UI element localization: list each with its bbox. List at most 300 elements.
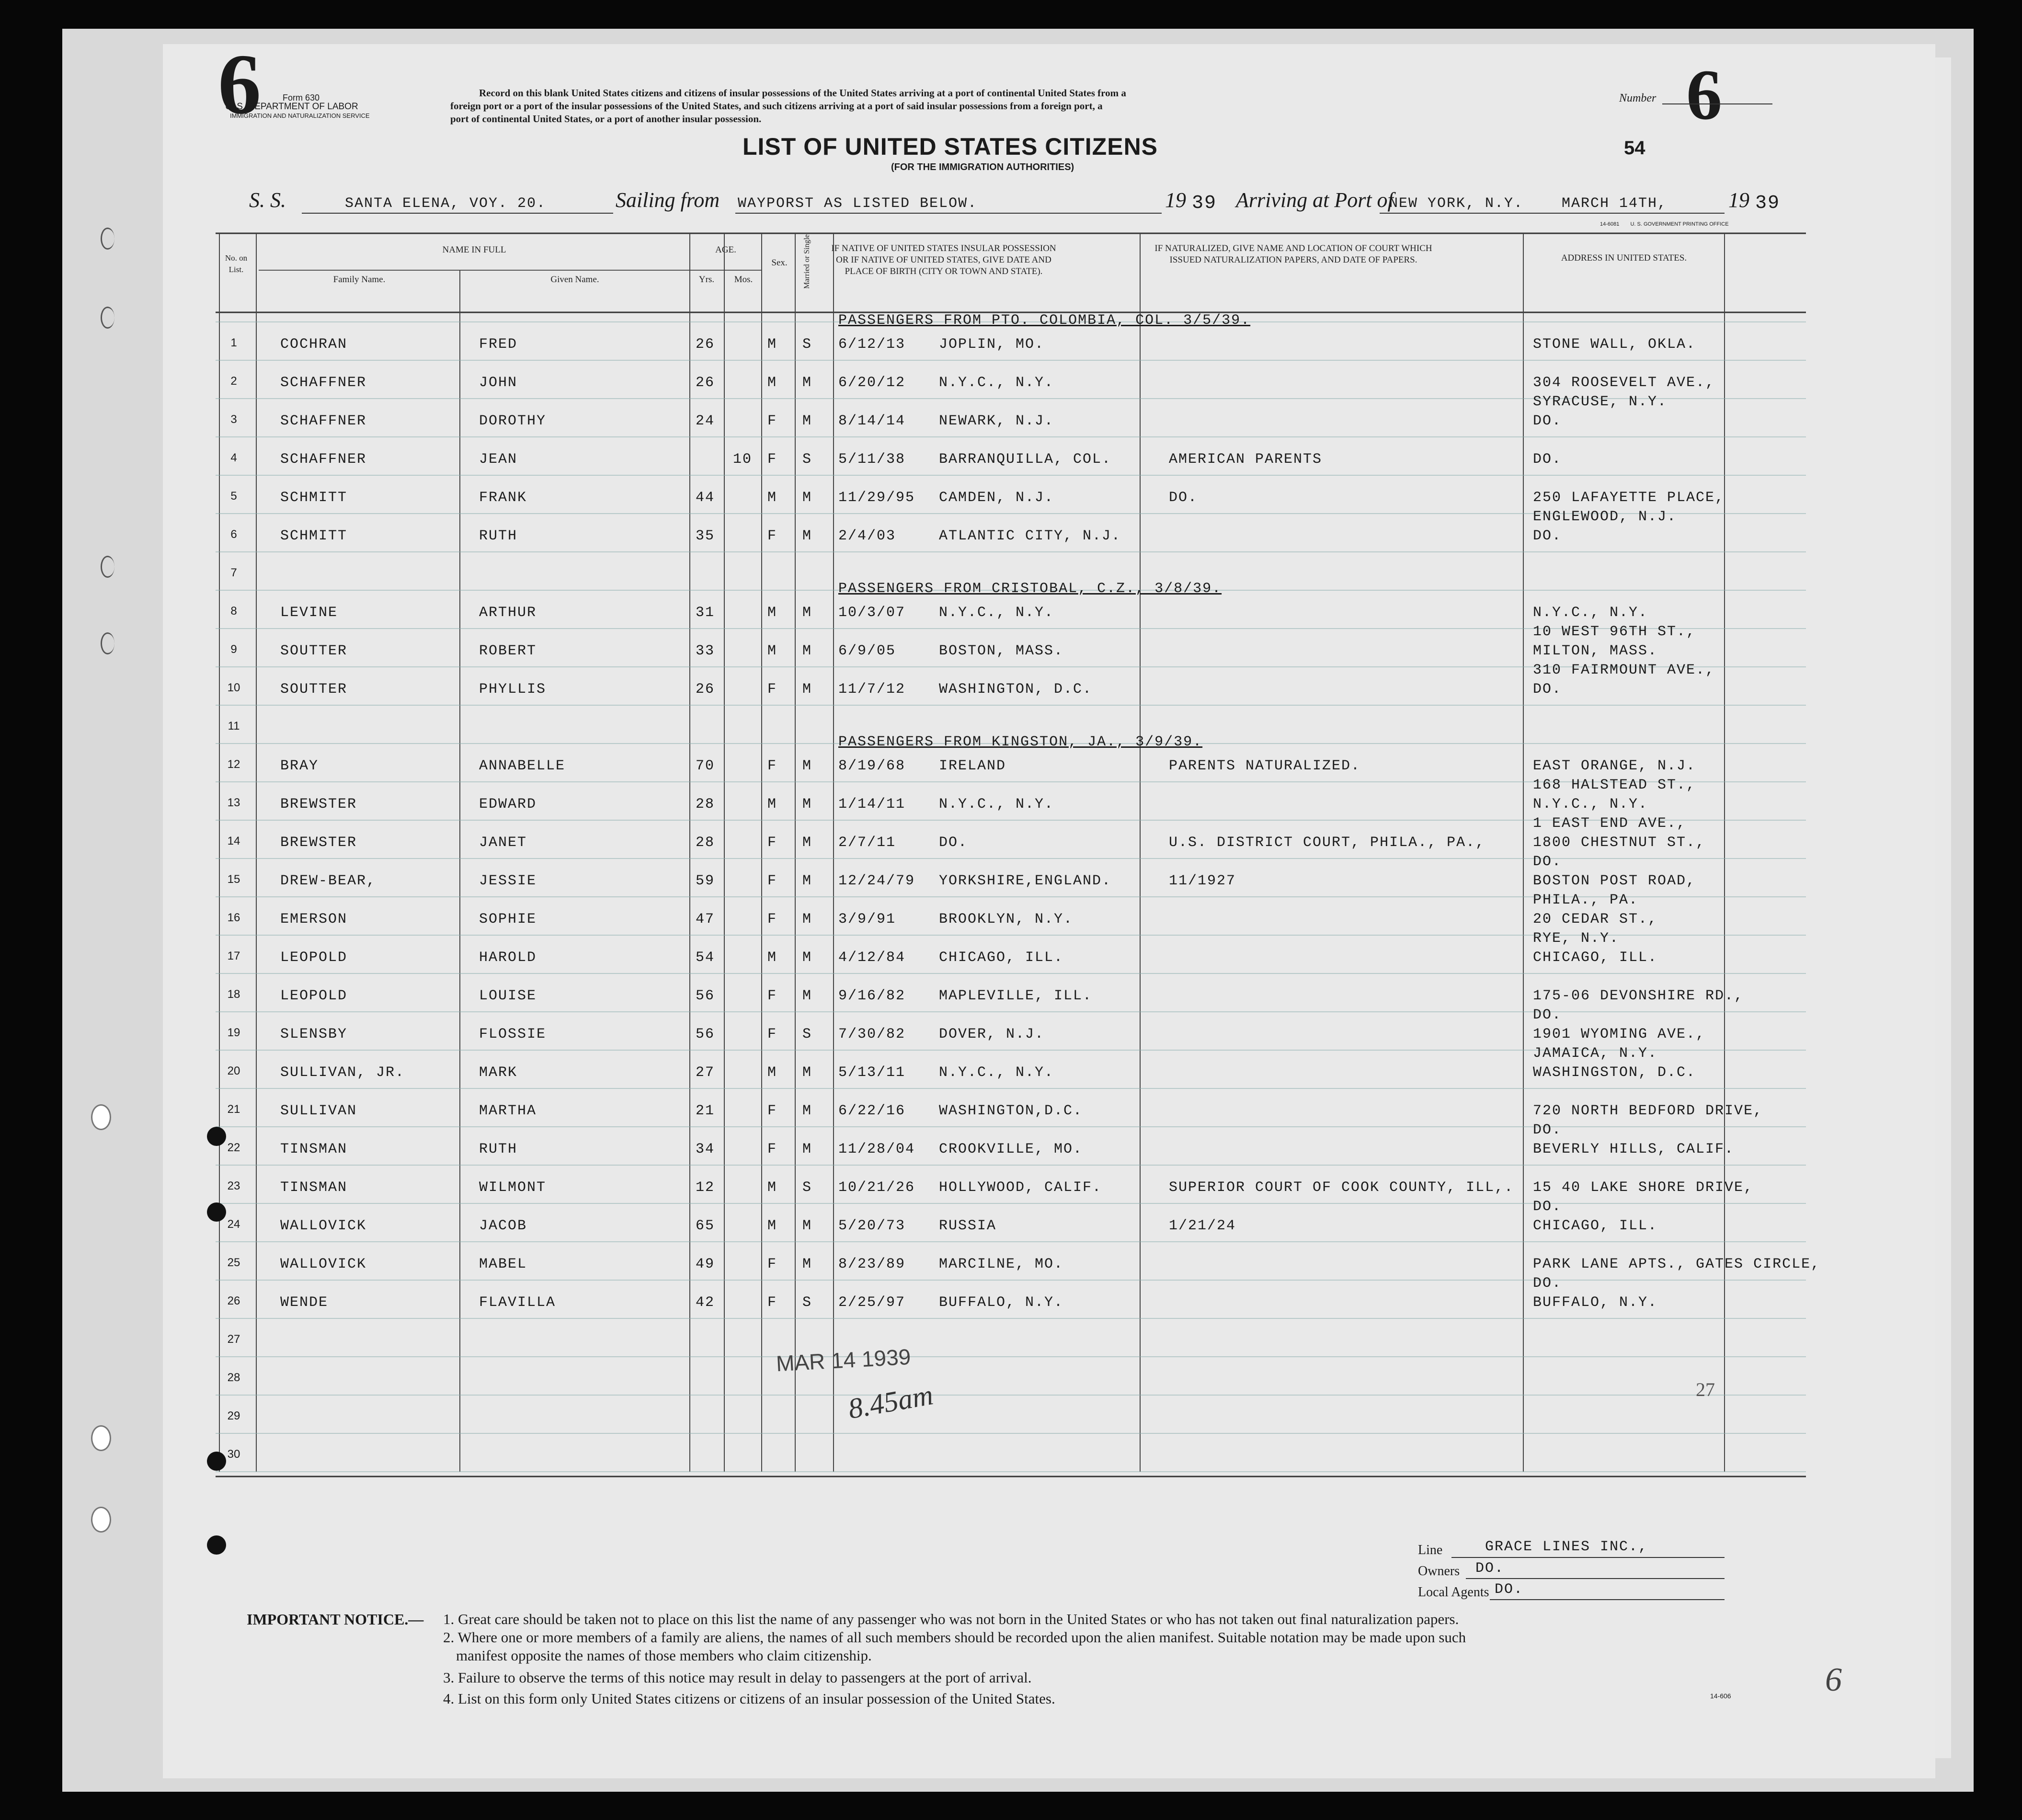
form-number: Form 630 bbox=[283, 93, 320, 103]
arriving-year: 39 bbox=[1755, 193, 1781, 214]
address-cell: DO. bbox=[1533, 528, 1562, 544]
family-name-cell: BREWSTER bbox=[280, 796, 357, 813]
section-heading: PASSENGERS FROM KINGSTON, JA., 3/9/39. bbox=[838, 734, 1203, 750]
printer-mark-office: U. S. GOVERNMENT PRINTING OFFICE bbox=[1630, 221, 1729, 227]
birth-date-cell: 5/13/11 bbox=[838, 1065, 906, 1081]
family-name-cell: SCHAFFNER bbox=[280, 413, 367, 429]
sex-cell: M bbox=[767, 605, 777, 621]
sex-cell: F bbox=[767, 1256, 777, 1272]
punch-mark-3 bbox=[207, 1452, 226, 1471]
given-name-cell: MABEL bbox=[479, 1256, 527, 1272]
given-name-cell: DOROTHY bbox=[479, 413, 547, 429]
col-no-header: No. on List. bbox=[225, 253, 248, 274]
address-cell: 1800 CHESTNUT ST., bbox=[1533, 835, 1706, 851]
birth-date-cell: 5/11/38 bbox=[838, 451, 906, 468]
age-years-cell: 70 bbox=[696, 758, 715, 774]
col-birth-header: IF NATIVE OF UNITED STATES INSULAR POSSESSION OR IF NATIVE OF UNITED STATES, GIVE DATE AND PLACE OF BIRTH (CITY OR TOWN AND STATE). bbox=[831, 243, 1056, 276]
margin-note: 27 bbox=[1696, 1379, 1715, 1400]
birth-date-cell: 10/21/26 bbox=[838, 1179, 915, 1196]
binder-hole-5 bbox=[91, 1104, 111, 1130]
family-name-cell: WALLOVICK bbox=[280, 1218, 367, 1234]
age-years-cell: 27 bbox=[696, 1065, 715, 1081]
birth-date-cell: 6/9/05 bbox=[838, 643, 896, 659]
naturalization-cell: 1/21/24 bbox=[1169, 1218, 1236, 1234]
given-name-cell: WILMONT bbox=[479, 1179, 547, 1196]
page-subtitle: (FOR THE IMMIGRATION AUTHORITIES) bbox=[891, 162, 1074, 172]
address-cell: N.Y.C., N.Y. bbox=[1533, 605, 1648, 621]
marital-status-cell: M bbox=[802, 605, 812, 621]
arrival-stamp-time: 8.45am bbox=[845, 1379, 936, 1425]
owners-label: Owners bbox=[1418, 1564, 1460, 1579]
age-years-cell: 31 bbox=[696, 605, 715, 621]
intro-line-2: foreign port or a port of the insular possessions of the United States, and such citizens arriving at a port of said insular possessions from a foreign port, a bbox=[450, 100, 1103, 112]
birth-place-cell: RUSSIA bbox=[939, 1218, 997, 1234]
address-cell: EAST ORANGE, N.J. bbox=[1533, 758, 1696, 774]
address-continuation-cell: DO. bbox=[1533, 1122, 1562, 1138]
row-number: 6 bbox=[230, 528, 237, 541]
service-label: IMMIGRATION AND NATURALIZATION SERVICE bbox=[230, 112, 370, 119]
row-number: 12 bbox=[227, 758, 240, 771]
marital-status-cell: M bbox=[802, 1103, 812, 1119]
owners-underline bbox=[1466, 1578, 1725, 1579]
address-cell: 720 NORTH BEDFORD DRIVE, bbox=[1533, 1103, 1763, 1119]
age-years-cell: 26 bbox=[696, 336, 715, 353]
age-years-cell: 65 bbox=[696, 1218, 715, 1234]
corner-number: 6 bbox=[218, 36, 261, 132]
marital-status-cell: M bbox=[802, 988, 812, 1004]
birth-place-cell: IRELAND bbox=[939, 758, 1006, 774]
family-name-cell: TINSMAN bbox=[280, 1179, 348, 1196]
birth-place-cell: NEWARK, N.J. bbox=[939, 413, 1054, 429]
marital-status-cell: M bbox=[802, 835, 812, 851]
sex-cell: F bbox=[767, 681, 777, 698]
address-continuation-cell: SYRACUSE, N.Y. bbox=[1533, 394, 1668, 410]
punch-mark-2 bbox=[207, 1202, 226, 1222]
sailing-label: Sailing from bbox=[616, 188, 720, 212]
row-number: 17 bbox=[227, 950, 240, 962]
notice-title: IMPORTANT NOTICE.— bbox=[247, 1611, 424, 1628]
birth-date-cell: 6/22/16 bbox=[838, 1103, 906, 1119]
address-cell: 250 LAFAYETTE PLACE, bbox=[1533, 490, 1725, 506]
col-married-header: Married or Single. bbox=[803, 232, 811, 289]
birth-place-cell: CHICAGO, ILL. bbox=[939, 950, 1064, 966]
birth-date-cell: 2/25/97 bbox=[838, 1294, 906, 1311]
family-name-cell: LEOPOLD bbox=[280, 950, 348, 966]
birth-place-cell: BUFFALO, N.Y. bbox=[939, 1294, 1064, 1311]
birth-date-cell: 6/20/12 bbox=[838, 375, 906, 391]
sex-cell: M bbox=[767, 950, 777, 966]
marital-status-cell: M bbox=[802, 950, 812, 966]
sex-cell: M bbox=[767, 490, 777, 506]
address-cell: BUFFALO, N.Y. bbox=[1533, 1294, 1658, 1311]
birth-place-cell: DO. bbox=[939, 835, 968, 851]
sex-cell: M bbox=[767, 796, 777, 813]
family-name-cell: SCHMITT bbox=[280, 490, 348, 506]
birth-place-cell: JOPLIN, MO. bbox=[939, 336, 1045, 353]
row-number: 11 bbox=[228, 720, 240, 733]
age-months-cell: 10 bbox=[733, 451, 753, 468]
birth-place-cell: N.Y.C., N.Y. bbox=[939, 796, 1054, 813]
row-number: 9 bbox=[230, 643, 237, 656]
birth-date-cell: 5/20/73 bbox=[838, 1218, 906, 1234]
row-number: 21 bbox=[227, 1103, 240, 1116]
birth-date-cell: 12/24/79 bbox=[838, 873, 915, 889]
row-number: 4 bbox=[230, 451, 237, 464]
family-name-cell: BREWSTER bbox=[280, 835, 357, 851]
arrival-stamp-date: MAR 14 1939 bbox=[775, 1344, 912, 1376]
arriving-label: Arriving at Port of bbox=[1236, 188, 1394, 212]
age-years-cell: 49 bbox=[696, 1256, 715, 1272]
col-family-header: Family Name. bbox=[333, 275, 386, 285]
row-number: 3 bbox=[230, 413, 237, 426]
sex-cell: F bbox=[767, 1103, 777, 1119]
binder-hole-4 bbox=[101, 632, 114, 654]
address-cell: N.Y.C., N.Y. bbox=[1533, 796, 1648, 813]
given-name-cell: MARK bbox=[479, 1065, 518, 1081]
naturalization-cell: U.S. DISTRICT COURT, PHILA., PA., bbox=[1169, 835, 1485, 851]
marital-status-cell: M bbox=[802, 758, 812, 774]
address-cell: DO. bbox=[1533, 681, 1562, 698]
family-name-cell: SCHAFFNER bbox=[280, 375, 367, 391]
age-years-cell: 24 bbox=[696, 413, 715, 429]
marital-status-cell: S bbox=[802, 1179, 812, 1196]
sex-cell: F bbox=[767, 988, 777, 1004]
address-continuation-cell: DO. bbox=[1533, 1275, 1562, 1292]
handwritten-page-number: 6 bbox=[1825, 1661, 1842, 1698]
col-sex-header: Sex. bbox=[771, 258, 788, 268]
naturalization-cell: PARENTS NATURALIZED. bbox=[1169, 758, 1361, 774]
row-number: 19 bbox=[227, 1026, 240, 1039]
family-name-cell: DREW-BEAR, bbox=[280, 873, 377, 889]
family-name-cell: EMERSON bbox=[280, 911, 348, 927]
sex-cell: F bbox=[767, 1026, 777, 1042]
marital-status-cell: M bbox=[802, 643, 812, 659]
marital-status-cell: M bbox=[802, 1141, 812, 1157]
given-name-cell: FLAVILLA bbox=[479, 1294, 556, 1311]
given-name-cell: LOUISE bbox=[479, 988, 537, 1004]
address-cell: WASHINGSTON, D.C. bbox=[1533, 1065, 1696, 1081]
punch-mark-4 bbox=[207, 1535, 226, 1555]
col-given-header: Given Name. bbox=[550, 275, 599, 285]
birth-date-cell: 3/9/91 bbox=[838, 911, 896, 927]
intro-line-1: Record on this blank United States citizens and citizens of insular possessions of the United States arriving at a port of continental United States from a bbox=[479, 87, 1126, 99]
number-value: 6 bbox=[1686, 55, 1722, 135]
line-value: GRACE LINES INC., bbox=[1485, 1539, 1648, 1555]
birth-date-cell: 2/7/11 bbox=[838, 835, 896, 851]
marital-status-cell: M bbox=[802, 681, 812, 698]
department-label: U. S. DEPARTMENT OF LABOR bbox=[225, 102, 358, 112]
page-title: LIST OF UNITED STATES CITIZENS bbox=[743, 133, 1158, 160]
address-continuation-cell: PHILA., PA. bbox=[1533, 892, 1639, 908]
given-name-cell: EDWARD bbox=[479, 796, 537, 813]
birth-place-cell: YORKSHIRE,ENGLAND. bbox=[939, 873, 1112, 889]
row-number: 15 bbox=[227, 873, 240, 886]
family-name-cell: LEVINE bbox=[280, 605, 338, 621]
sheet-page-number: 54 bbox=[1624, 137, 1645, 159]
address-cell: BOSTON POST ROAD, bbox=[1533, 873, 1696, 889]
family-name-cell: COCHRAN bbox=[280, 336, 348, 353]
birth-place-cell: CROOKVILLE, MO. bbox=[939, 1141, 1083, 1157]
family-name-cell: SULLIVAN, JR. bbox=[280, 1065, 405, 1081]
family-name-cell: SLENSBY bbox=[280, 1026, 348, 1042]
arriving-port: NEW YORK, N.Y. bbox=[1389, 195, 1524, 212]
address-cell: BEVERLY HILLS, CALIF. bbox=[1533, 1141, 1735, 1157]
birth-date-cell: 8/23/89 bbox=[838, 1256, 906, 1272]
intro-line-3: port of continental United States, or a port of another insular possession. bbox=[450, 113, 762, 125]
section-heading: PASSENGERS FROM PTO. COLOMBIA, COL. 3/5/39. bbox=[838, 312, 1251, 329]
given-name-cell: ANNABELLE bbox=[479, 758, 566, 774]
birth-date-cell: 8/14/14 bbox=[838, 413, 906, 429]
birth-place-cell: MARCILNE, MO. bbox=[939, 1256, 1064, 1272]
birth-date-cell: 9/16/82 bbox=[838, 988, 906, 1004]
binder-hole-2 bbox=[101, 307, 114, 329]
address-cell: 304 ROOSEVELT AVE., bbox=[1533, 375, 1715, 391]
row-number: 29 bbox=[227, 1409, 240, 1422]
row-number: 1 bbox=[230, 336, 237, 349]
printer-mark-code: 14-6081 bbox=[1600, 221, 1620, 227]
family-name-cell: WENDE bbox=[280, 1294, 329, 1311]
birth-date-cell: 11/7/12 bbox=[838, 681, 906, 698]
address-continuation-cell: RYE, N.Y. bbox=[1533, 930, 1620, 947]
birth-date-cell: 10/3/07 bbox=[838, 605, 906, 621]
address-cell: CHICAGO, ILL. bbox=[1533, 950, 1658, 966]
row-number: 24 bbox=[227, 1218, 240, 1231]
sex-cell: M bbox=[767, 1179, 777, 1196]
given-name-cell: JACOB bbox=[479, 1218, 527, 1234]
marital-status-cell: S bbox=[802, 336, 812, 353]
marital-status-cell: M bbox=[802, 796, 812, 813]
row-number: 7 bbox=[230, 566, 237, 579]
age-years-cell: 54 bbox=[696, 950, 715, 966]
marital-status-cell: S bbox=[802, 451, 812, 468]
agents-underline bbox=[1490, 1599, 1725, 1600]
age-years-cell: 35 bbox=[696, 528, 715, 544]
line-label: Line bbox=[1418, 1543, 1443, 1557]
sex-cell: M bbox=[767, 1218, 777, 1234]
sex-cell: F bbox=[767, 1141, 777, 1157]
row-number: 26 bbox=[227, 1294, 240, 1307]
sailing-year: 39 bbox=[1192, 193, 1217, 214]
age-years-cell: 56 bbox=[696, 1026, 715, 1042]
address-cell: CHICAGO, ILL. bbox=[1533, 1218, 1658, 1234]
birth-place-cell: CAMDEN, N.J. bbox=[939, 490, 1054, 506]
form-code: 14-606 bbox=[1710, 1692, 1731, 1700]
agents-value: DO. bbox=[1495, 1581, 1524, 1598]
ss-label: S. S. bbox=[249, 188, 286, 212]
birth-date-cell: 1/14/11 bbox=[838, 796, 906, 813]
binder-hole-7 bbox=[91, 1507, 111, 1533]
row-number: 18 bbox=[227, 988, 240, 1001]
notice-3: 3. Failure to observe the terms of this notice may result in delay to passengers at the port of arrival. bbox=[443, 1669, 1032, 1686]
sex-cell: F bbox=[767, 835, 777, 851]
birth-date-cell: 2/4/03 bbox=[838, 528, 896, 544]
marital-status-cell: M bbox=[802, 911, 812, 927]
marital-status-cell: M bbox=[802, 1256, 812, 1272]
birth-place-cell: ATLANTIC CITY, N.J. bbox=[939, 528, 1121, 544]
row-number: 30 bbox=[227, 1448, 240, 1461]
sex-cell: M bbox=[767, 643, 777, 659]
given-name-cell: FRED bbox=[479, 336, 518, 353]
row-number: 25 bbox=[227, 1256, 240, 1269]
family-name-cell: BRAY bbox=[280, 758, 319, 774]
binder-hole-3 bbox=[101, 556, 114, 578]
number-label: Number bbox=[1619, 92, 1656, 104]
col-name-header: NAME IN FULL bbox=[442, 245, 506, 255]
family-name-cell: SOUTTER bbox=[280, 643, 348, 659]
address-cell: PARK LANE APTS., GATES CIRCLE, bbox=[1533, 1256, 1821, 1272]
age-years-cell: 42 bbox=[696, 1294, 715, 1311]
given-name-cell: ROBERT bbox=[479, 643, 537, 659]
family-name-cell: SCHAFFNER bbox=[280, 451, 367, 468]
age-years-cell: 28 bbox=[696, 796, 715, 813]
row-number: 10 bbox=[227, 681, 240, 694]
naturalization-cell: DO. bbox=[1169, 490, 1198, 506]
section-heading: PASSENGERS FROM CRISTOBAL, C.Z., 3/8/39. bbox=[838, 581, 1222, 597]
birth-place-cell: MAPLEVILLE, ILL. bbox=[939, 988, 1093, 1004]
given-name-cell: FLOSSIE bbox=[479, 1026, 547, 1042]
row-number: 8 bbox=[230, 605, 237, 618]
row-number: 28 bbox=[227, 1371, 240, 1384]
marital-status-cell: M bbox=[802, 528, 812, 544]
row-number: 20 bbox=[227, 1065, 240, 1077]
birth-place-cell: N.Y.C., N.Y. bbox=[939, 605, 1054, 621]
sex-cell: F bbox=[767, 758, 777, 774]
age-years-cell: 21 bbox=[696, 1103, 715, 1119]
address-cell: 20 CEDAR ST., bbox=[1533, 911, 1658, 927]
sex-cell: F bbox=[767, 873, 777, 889]
birth-date-cell: 8/19/68 bbox=[838, 758, 906, 774]
given-name-cell: SOPHIE bbox=[479, 911, 537, 927]
address-cell: 175-06 DEVONSHIRE RD., bbox=[1533, 988, 1744, 1004]
age-years-cell: 56 bbox=[696, 988, 715, 1004]
age-years-cell: 47 bbox=[696, 911, 715, 927]
sex-cell: M bbox=[767, 336, 777, 353]
birth-place-cell: BROOKLYN, N.Y. bbox=[939, 911, 1074, 927]
family-name-cell: LEOPOLD bbox=[280, 988, 348, 1004]
age-years-cell: 34 bbox=[696, 1141, 715, 1157]
age-years-cell: 12 bbox=[696, 1179, 715, 1196]
birth-place-cell: WASHINGTON,D.C. bbox=[939, 1103, 1083, 1119]
family-name-cell: WALLOVICK bbox=[280, 1256, 367, 1272]
punch-mark-1 bbox=[207, 1127, 226, 1146]
given-name-cell: JANET bbox=[479, 835, 527, 851]
address-cell: STONE WALL, OKLA. bbox=[1533, 336, 1696, 353]
given-name-cell: JOHN bbox=[479, 375, 518, 391]
sex-cell: F bbox=[767, 528, 777, 544]
row-number: 22 bbox=[227, 1141, 240, 1154]
sailing-year-prefix: 19 bbox=[1165, 188, 1186, 212]
notice-2b: manifest opposite the names of those members who claim citizenship. bbox=[456, 1647, 872, 1664]
owners-value: DO. bbox=[1475, 1560, 1505, 1577]
row-number: 23 bbox=[227, 1179, 240, 1192]
naturalization-cell: AMERICAN PARENTS bbox=[1169, 451, 1323, 468]
row-number: 16 bbox=[227, 911, 240, 924]
family-name-cell: TINSMAN bbox=[280, 1141, 348, 1157]
given-name-cell: FRANK bbox=[479, 490, 527, 506]
sex-cell: M bbox=[767, 375, 777, 391]
birth-date-cell: 6/12/13 bbox=[838, 336, 906, 353]
birth-date-cell: 7/30/82 bbox=[838, 1026, 906, 1042]
age-years-cell: 59 bbox=[696, 873, 715, 889]
birth-date-cell: 11/28/04 bbox=[838, 1141, 915, 1157]
marital-status-cell: M bbox=[802, 490, 812, 506]
marital-status-cell: M bbox=[802, 1065, 812, 1081]
naturalization-cell: SUPERIOR COURT OF COOK COUNTY, ILL,. bbox=[1169, 1179, 1514, 1196]
address-cell: MILTON, MASS. bbox=[1533, 643, 1658, 659]
sex-cell: F bbox=[767, 451, 777, 468]
address-continuation-cell: DO. bbox=[1533, 1199, 1562, 1215]
address-continuation-cell: 168 HALSTEAD ST., bbox=[1533, 777, 1696, 793]
sex-cell: M bbox=[767, 1065, 777, 1081]
row-number: 27 bbox=[227, 1333, 240, 1346]
row-number: 14 bbox=[227, 835, 240, 847]
line-underline bbox=[1451, 1557, 1725, 1558]
notice-1: 1. Great care should be taken not to place on this list the name of any passenger who was not born in the United States or who has not taken out final naturalization papers. bbox=[443, 1611, 1459, 1627]
marital-status-cell: S bbox=[802, 1026, 812, 1042]
birth-date-cell: 4/12/84 bbox=[838, 950, 906, 966]
given-name-cell: MARTHA bbox=[479, 1103, 537, 1119]
birth-place-cell: BOSTON, MASS. bbox=[939, 643, 1064, 659]
birth-place-cell: N.Y.C., N.Y. bbox=[939, 1065, 1054, 1081]
agents-label: Local Agents bbox=[1418, 1585, 1489, 1600]
address-cell: 15 40 LAKE SHORE DRIVE, bbox=[1533, 1179, 1754, 1196]
binder-hole-1 bbox=[101, 228, 114, 250]
address-cell: 1901 WYOMING AVE., bbox=[1533, 1026, 1706, 1042]
sex-cell: F bbox=[767, 413, 777, 429]
col-address-header: ADDRESS IN UNITED STATES. bbox=[1561, 253, 1687, 263]
address-cell: DO. bbox=[1533, 451, 1562, 468]
given-name-cell: JESSIE bbox=[479, 873, 537, 889]
col-mos-header: Mos. bbox=[734, 275, 753, 285]
manifest-page bbox=[163, 36, 1935, 1778]
marital-status-cell: M bbox=[802, 873, 812, 889]
sex-cell: F bbox=[767, 1294, 777, 1311]
age-years-cell: 26 bbox=[696, 681, 715, 698]
family-name-cell: SOUTTER bbox=[280, 681, 348, 698]
marital-status-cell: M bbox=[802, 413, 812, 429]
address-continuation-cell: 10 WEST 96TH ST., bbox=[1533, 624, 1696, 640]
col-age-header: AGE. bbox=[715, 245, 736, 255]
marital-status-cell: M bbox=[802, 1218, 812, 1234]
address-continuation-cell: 310 FAIRMOUNT AVE., bbox=[1533, 662, 1715, 678]
birth-place-cell: HOLLYWOOD, CALIF. bbox=[939, 1179, 1102, 1196]
col-yrs-header: Yrs. bbox=[698, 275, 715, 285]
address-continuation-cell: JAMAICA, N.Y. bbox=[1533, 1045, 1658, 1062]
marital-status-cell: M bbox=[802, 375, 812, 391]
given-name-cell: RUTH bbox=[479, 528, 518, 544]
birth-date-cell: 11/29/95 bbox=[838, 490, 915, 506]
family-name-cell: SULLIVAN bbox=[280, 1103, 357, 1119]
naturalization-cell: 11/1927 bbox=[1169, 873, 1236, 889]
family-name-cell: SCHMITT bbox=[280, 528, 348, 544]
address-continuation-cell: DO. bbox=[1533, 1007, 1562, 1023]
given-name-cell: ARTHUR bbox=[479, 605, 537, 621]
given-name-cell: HAROLD bbox=[479, 950, 537, 966]
arriving-date: MARCH 14TH, bbox=[1562, 195, 1668, 212]
marital-status-cell: S bbox=[802, 1294, 812, 1311]
birth-place-cell: N.Y.C., N.Y. bbox=[939, 375, 1054, 391]
birth-place-cell: WASHINGTON, D.C. bbox=[939, 681, 1093, 698]
ss-value: SANTA ELENA, VOY. 20. bbox=[345, 195, 547, 212]
col-naturalized-header: IF NATURALIZED, GIVE NAME AND LOCATION OF COURT WHICH ISSUED NATURALIZATION PAPERS, AND DATE OF PAPERS. bbox=[1154, 243, 1432, 265]
age-years-cell: 33 bbox=[696, 643, 715, 659]
age-years-cell: 44 bbox=[696, 490, 715, 506]
notice-4: 4. List on this form only United States citizens or citizens of an insular possession of the United States. bbox=[443, 1690, 1055, 1707]
given-name-cell: PHYLLIS bbox=[479, 681, 547, 698]
binder-hole-6 bbox=[91, 1425, 111, 1451]
address-continuation-cell: 1 EAST END AVE., bbox=[1533, 815, 1687, 832]
row-number: 2 bbox=[230, 375, 237, 388]
